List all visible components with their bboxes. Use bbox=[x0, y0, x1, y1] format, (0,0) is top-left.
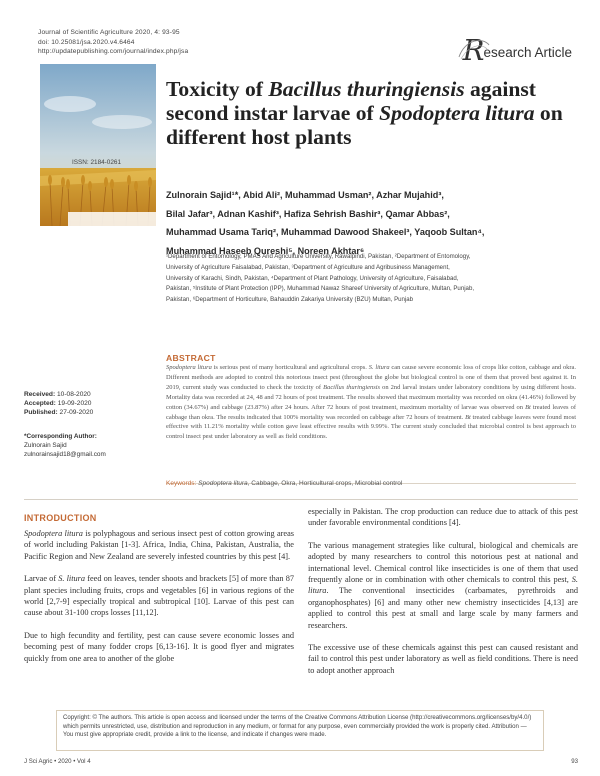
paragraph: The various management strategies like cultural, biological and chemicals are adopted by many researchers to control this notorious pest at national and international level. Chemical control like insecticides is one of them that used frequently alone or in combination with other chemicals to control this pest, S. litura. The conventional insecticides (carbamates, pyrethroids and organophosphates) [6] and many other new chemistry insecticides [4,13] are applied to control this pest at small and large scale by many farmers and researchers. bbox=[308, 540, 578, 630]
author-line: Muhammad Usama Tariq², Muhammad Dawood Shakeel³, Yaqoob Sultan⁴, bbox=[166, 227, 485, 238]
journal-url[interactable]: http://updatepublishing.com/journal/index.php/jsa bbox=[38, 48, 189, 56]
author-line: Muhammad Haseeb Qureshi⁵, Noreen Akhtar⁶ bbox=[166, 245, 365, 256]
body-column-left bbox=[24, 528, 294, 664]
article-type bbox=[462, 33, 572, 67]
title-species-2: Spodoptera litura bbox=[379, 100, 535, 125]
keywords-label: Keywords: bbox=[166, 480, 197, 487]
paragraph: Spodoptera litura is polyphagous and serious insect pest of cotton growing areas of world including Pakistan [1-3]. Africa, India, China, Pakistan, Australia, the Pacific Region and New Zealand are severely infested countries by this pest [4]. bbox=[24, 529, 294, 561]
article-type-initial: R bbox=[462, 33, 485, 67]
journal-cover-image bbox=[40, 64, 156, 226]
author-list bbox=[166, 186, 566, 260]
journal-citation: Journal of Scientific Agriculture 2020, 4: 93-95 bbox=[38, 29, 180, 36]
published-date: 27-09-2020 bbox=[59, 408, 94, 416]
wheat-field-illustration bbox=[40, 64, 156, 226]
affiliations: ¹Department of Entomology, PMAS Arid Agriculture University, Rawalpindi, Pakistan, ²Department of Entomology, University of Agriculture Faisalabad, Pakistan, ³Department of Agriculture and Agribusiness Management, University of Karachi, Sindh, Pakistan, ⁴Department of Plant Pathology, University of Agriculture, Faisalabad, Pakistan, ⁵Institute of Plant Protection (IPP), Muhammad Nawaz Shareef University of Agriculture, Multan, Punjab, Pakistan, ⁶Department of Horticulture, Bahauddin Zakariya University (BZU) Multan, Punjab bbox=[166, 253, 475, 304]
author-line: Zulnorain Sajid¹*, Abid Ali², Muhammad Usman², Azhar Mujahid³, bbox=[166, 190, 444, 200]
accepted-date: 19-09-2020 bbox=[57, 399, 92, 407]
article-title: Toxicity of Bacillus thuringiensis against second instar larvae of Spodoptera litura on different host plants bbox=[166, 77, 563, 149]
corresponding-name: Zulnorain Sajid bbox=[24, 442, 67, 450]
page-footer bbox=[24, 758, 578, 765]
paragraph: The excessive use of these chemicals against this pest can caused resistant and fail to control this pest under laboratory as well as field conditions. There is need to adopt another approach bbox=[308, 643, 578, 675]
footer-journal: J Sci Agric • 2020 • Vol 4 bbox=[24, 758, 91, 765]
introduction-heading: INTRODUCTION bbox=[24, 513, 97, 523]
abstract-heading: ABSTRACT bbox=[166, 353, 216, 363]
corresponding-author: *Corresponding Author: Zulnorain Sajid zulnorainsajid18@gmail.com bbox=[24, 433, 106, 459]
abstract-body: Spodoptera litura is serious pest of many horticultural and agricultural crops. S. litura can cause severe economic loss of crops like cotton, cabbage and okra. Different methods are adopted to control this notorious insect pest (throughout the globe but biological control is one of them that proved best against it. In 2019, current study was conducted to check the toxicity of Bacillus thuringiensis on 2nd larval instars under laboratory conditions by using different hosts. Mortality data was recorded at 24, 48 and 72 hours of post treatment. The results showed that maximum mortality was recorded on okra (41.46%) followed by cotton (34.67%) and cabbage (23.87%) after 24 hours. After 72 hours of post treatment, maximum mortality of larvae was observed on Bt treated leaves of cabbage than okra. The results indicated that 100% mortality was recorded on cabbage after 72 hours of treatment. Bt treated cabbage leaves were found most effective with 11.21% mortality while cotton gave least effective results with 9.99%. The current study concluded that microbial control is best approach to control insect pest under laboratory as well as field conditions. bbox=[166, 364, 577, 441]
journal-doi[interactable]: doi: 10.25081/jsa.2020.v4.6464 bbox=[38, 38, 135, 46]
section-divider bbox=[24, 499, 578, 500]
journal-info bbox=[38, 28, 188, 57]
corresponding-email[interactable]: zulnorainsajid18@gmail.com bbox=[24, 451, 106, 459]
article-type-label: esearch Article bbox=[483, 45, 572, 60]
paragraph: Larvae of S. litura feed on leaves, tender shoots and brackets [5] of more than 87 plant species including fruits, crops and vegetables [6] in various regions of the world [2,7-9] especially tropical and subtropical [10]. Larvae of this pest can cause about 31-100 crops losses [11,12]. bbox=[24, 574, 294, 618]
author-line: Bilal Jafar³, Adnan Kashif³, Hafiza Sehrish Bashir³, Qamar Abbas², bbox=[166, 208, 450, 219]
paragraph: Due to high fecundity and fertility, pest can cause severe economic losses and becoming pest of many fodder crops [6,13-16]. It is good flyer and migrates quickly from one area to another of the globe bbox=[24, 630, 294, 663]
publication-dates: Received: 10-08-2020 Accepted: 19-09-2020 Published: 27-09-2020 bbox=[24, 391, 94, 416]
received-date: 10-08-2020 bbox=[57, 391, 91, 398]
paragraph: especially in Pakistan. The crop production can reduce due to attack of this pest under favorable environmental conditions [4]. bbox=[308, 507, 578, 528]
issn: ISSN: 2184-0261 bbox=[72, 159, 122, 166]
copyright-box: Copyright: © The authors. This article is open access and licensed under the terms of the Creative Commons Attribution License (http://creativecommons.org/licenses/by/4.0/) which permits unrestricted, use, distribution and reproduction in any medium, or format for any purpose, even commercially provided the work is properly cited. Attribution — You must give appropriate credit, provide a link to the license, and indicate if changes were made. bbox=[56, 710, 544, 751]
page-number: 93 bbox=[571, 758, 578, 765]
title-species-1: Bacillus thuringiensis bbox=[268, 77, 465, 101]
keywords: Keywords: Spodoptera litura, Cabbage, Okra, Horticultural crops, Microbial control bbox=[166, 480, 403, 487]
body-column-right bbox=[308, 506, 578, 676]
swirl-ornament-icon bbox=[457, 33, 491, 67]
